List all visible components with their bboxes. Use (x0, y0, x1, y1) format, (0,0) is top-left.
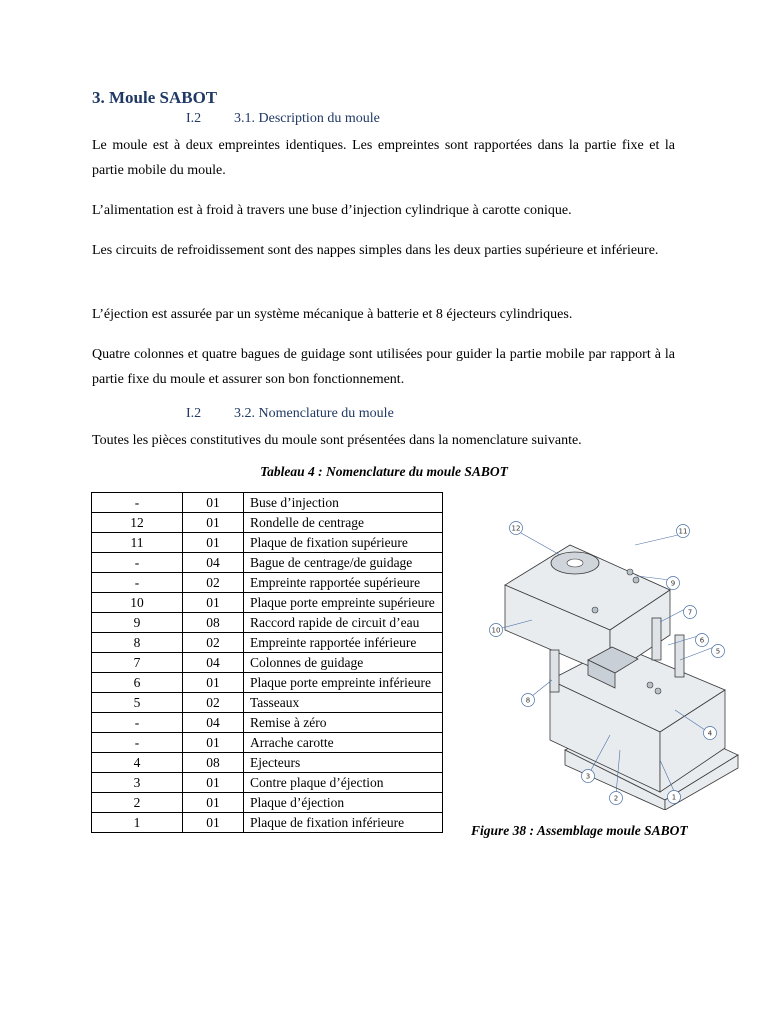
repere-cell: 8 (92, 633, 183, 653)
callout-label: 7 (687, 608, 693, 617)
designation-cell: Plaque d’éjection (244, 793, 443, 813)
designation-cell: Remise à zéro (244, 713, 443, 733)
table-row (92, 653, 443, 673)
repere-cell: 3 (92, 773, 183, 793)
subsection-heading-nomenclature (186, 406, 394, 422)
section-title: 3. Moule SABOT (92, 88, 218, 107)
repere-cell: 7 (92, 653, 183, 673)
subsection-heading-description (186, 111, 380, 127)
callout-label: 12 (511, 524, 521, 533)
table-row (92, 673, 443, 693)
quantite-cell: 02 (183, 633, 244, 653)
designation-cell: Buse d’injection (244, 493, 443, 513)
callout-label: 11 (678, 527, 688, 536)
repere-cell: - (92, 713, 183, 733)
subsection-title: 3.1. Description du moule (234, 111, 380, 126)
designation-cell: Empreinte rapportée supérieure (244, 573, 443, 593)
repere-cell: 12 (92, 513, 183, 533)
callout-label: 1 (671, 793, 677, 802)
table-row (92, 513, 443, 533)
repere-cell: 9 (92, 613, 183, 633)
paragraph-empreintes: Le moule est à deux empreintes identiques. Les empreintes sont rapportées dans la partie fixe et la partie mobile du moule. (92, 138, 675, 178)
table-caption: Tableau 4 : Nomenclature du moule SABOT (260, 464, 508, 479)
designation-cell: Arrache carotte (244, 733, 443, 753)
designation-cell: Raccord rapide de circuit d’eau (244, 613, 443, 633)
designation-cell: Plaque de fixation supérieure (244, 533, 443, 553)
table-row (92, 753, 443, 773)
table-row (92, 493, 443, 513)
designation-cell: Plaque porte empreinte supérieure (244, 593, 443, 613)
callout-label: 10 (491, 626, 501, 635)
paragraph-ejection: L’éjection est assurée par un système mécanique à batterie et 8 éjecteurs cylindriques. (92, 307, 573, 322)
quantite-cell: 04 (183, 653, 244, 673)
table-row (92, 633, 443, 653)
paragraph-guidage: Quatre colonnes et quatre bagues de guidage sont utilisées pour guider la partie mobile par rapport à la partie fixe du moule et assurer son bon fonctionnement. (92, 347, 675, 387)
repere-cell: 4 (92, 753, 183, 773)
water-connector (647, 682, 653, 688)
repere-cell: 2 (92, 793, 183, 813)
callout-label: 5 (715, 647, 721, 656)
subsection-number: I.2 (186, 406, 202, 421)
quantite-cell: 01 (183, 593, 244, 613)
table-row (92, 693, 443, 713)
designation-cell: Plaque porte empreinte inférieure (244, 673, 443, 693)
quantite-cell: 01 (183, 773, 244, 793)
figure-caption: Figure 38 : Assemblage moule SABOT (471, 823, 688, 838)
subsection-number: I.2 (186, 111, 202, 126)
table-row (92, 733, 443, 753)
table-row (92, 713, 443, 733)
designation-cell: Bague de centrage/de guidage (244, 553, 443, 573)
quantite-cell: 01 (183, 673, 244, 693)
designation-cell: Plaque de fixation inférieure (244, 813, 443, 833)
repere-cell: 10 (92, 593, 183, 613)
callout-label: 6 (699, 636, 705, 645)
water-connector (592, 607, 598, 613)
table-row (92, 793, 443, 813)
designation-cell: Empreinte rapportée inférieure (244, 633, 443, 653)
quantite-cell: 04 (183, 553, 244, 573)
paragraph-refroidissement: Les circuits de refroidissement sont des nappes simples dans les deux parties supérieure et inférieure. (92, 243, 659, 258)
nomenclature-table (91, 492, 443, 833)
designation-cell: Rondelle de centrage (244, 513, 443, 533)
quantite-cell: 01 (183, 493, 244, 513)
quantite-cell: 04 (183, 713, 244, 733)
nozzle-hole (567, 559, 583, 567)
table-row (92, 593, 443, 613)
quantite-cell: 08 (183, 753, 244, 773)
repere-cell: - (92, 493, 183, 513)
repere-cell: - (92, 553, 183, 573)
water-connector (655, 688, 661, 694)
quantite-cell: 08 (183, 613, 244, 633)
repere-cell: 6 (92, 673, 183, 693)
quantite-cell: 01 (183, 513, 244, 533)
quantite-cell: 01 (183, 733, 244, 753)
table-row (92, 813, 443, 833)
subsection-title: 3.2. Nomenclature du moule (234, 406, 394, 421)
repere-cell: 5 (92, 693, 183, 713)
table-row (92, 553, 443, 573)
quantite-cell: 01 (183, 533, 244, 553)
callout-label: 4 (707, 729, 713, 738)
designation-cell: Colonnes de guidage (244, 653, 443, 673)
designation-cell: Tasseaux (244, 693, 443, 713)
guide-column (550, 650, 559, 692)
repere-cell: 1 (92, 813, 183, 833)
callout-label: 2 (613, 794, 619, 803)
table-row (92, 613, 443, 633)
mold-assembly-figure (470, 510, 758, 810)
table-row (92, 573, 443, 593)
repere-cell: - (92, 733, 183, 753)
guide-column (652, 618, 661, 660)
designation-cell: Ejecteurs (244, 753, 443, 773)
quantite-cell: 02 (183, 693, 244, 713)
water-connector (627, 569, 633, 575)
paragraph-nomenclature-intro: Toutes les pièces constitutives du moule sont présentées dans la nomenclature suivante. (92, 433, 582, 448)
paragraph-alimentation: L’alimentation est à froid à travers une buse d’injection cylindrique à carotte conique. (92, 203, 572, 218)
water-connector (633, 577, 639, 583)
quantite-cell: 01 (183, 813, 244, 833)
quantite-cell: 01 (183, 793, 244, 813)
table-row (92, 773, 443, 793)
quantite-cell: 02 (183, 573, 244, 593)
callout-label: 8 (525, 696, 531, 705)
table-row (92, 533, 443, 553)
designation-cell: Contre plaque d’éjection (244, 773, 443, 793)
callout-label: 9 (670, 579, 676, 588)
repere-cell: 11 (92, 533, 183, 553)
callout-label: 3 (585, 772, 591, 781)
repere-cell: - (92, 573, 183, 593)
